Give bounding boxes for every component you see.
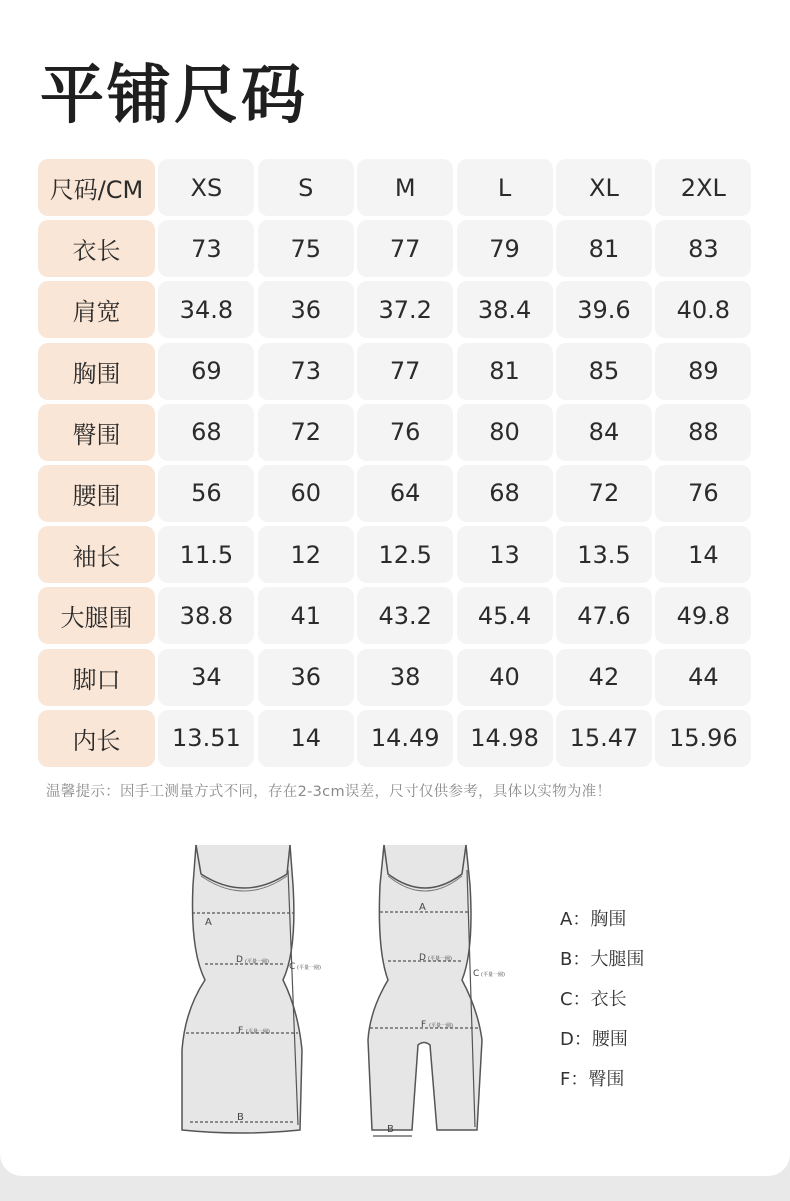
legend-text: 腰围 [591,1029,628,1050]
romper-label-b: B [387,1124,394,1135]
value-cell: 37.2 [357,281,453,338]
row-label-cell: 内长 [38,710,155,767]
value-cell: 40 [457,649,553,706]
legend-sep: ： [572,949,591,970]
value-cell: 12 [258,526,354,583]
size-header-cell: 2XL [655,159,751,216]
value-cell: 85 [556,343,652,400]
value-cell: 14.49 [357,710,453,767]
measurement-note: 温馨提示：因手工测量方式不同，存在2-3cm误差，尺寸仅供参考，具体以实物为准！ [46,784,612,800]
value-cell: 34.8 [158,281,254,338]
legend-text: 臀围 [588,1069,625,1090]
legend-item [560,985,644,1025]
size-header-cell: S [258,159,354,216]
legend-sep: ： [572,989,591,1010]
dress-label-f-note: (平量一圈) [246,1029,270,1035]
legend-item [560,1065,644,1105]
dress-label-c-note: (平量一圈) [297,965,321,971]
legend-sep: ： [573,1029,592,1050]
legend-item [560,905,644,945]
dress-illustration [182,845,321,1133]
value-cell: 77 [357,220,453,277]
legend-key: C [560,989,573,1010]
row-label-cell: 胸围 [38,343,155,400]
value-cell: 40.8 [655,281,751,338]
value-cell: 44 [655,649,751,706]
header-label-cell: 尺码/CM [38,159,155,216]
value-cell: 64 [357,465,453,522]
value-cell: 76 [357,404,453,461]
legend-text: 大腿围 [590,949,645,970]
value-cell: 73 [158,220,254,277]
value-cell: 34 [158,649,254,706]
value-cell: 15.96 [655,710,751,767]
value-cell: 69 [158,343,254,400]
value-cell: 15.47 [556,710,652,767]
romper-label-f: F [421,1020,427,1030]
romper-label-d: D [419,953,426,963]
legend-text: 衣长 [590,989,627,1010]
value-cell: 36 [258,281,354,338]
value-cell: 75 [258,220,354,277]
value-cell: 12.5 [357,526,453,583]
row-label-cell: 腰围 [38,465,155,522]
size-header-cell: M [357,159,453,216]
legend-key: D [560,1029,574,1050]
value-cell: 88 [655,404,751,461]
dress-label-a: A [205,917,212,928]
page-title: 平铺尺码 [40,59,308,133]
value-cell: 36 [258,649,354,706]
value-cell: 14 [258,710,354,767]
romper-illustration [368,845,505,1136]
legend-key: B [560,949,573,970]
value-cell: 41 [258,587,354,644]
value-cell: 72 [556,465,652,522]
legend-key: A [560,909,573,930]
row-label-cell: 脚口 [38,649,155,706]
value-cell: 38.8 [158,587,254,644]
value-cell: 49.8 [655,587,751,644]
value-cell: 38.4 [457,281,553,338]
value-cell: 60 [258,465,354,522]
romper-label-f-note: (平量一圈) [429,1023,453,1029]
legend-item [560,945,644,985]
garment-diagram [0,830,790,1160]
value-cell: 89 [655,343,751,400]
value-cell: 68 [158,404,254,461]
legend-sep: ： [570,1069,589,1090]
value-cell: 81 [556,220,652,277]
row-label-cell: 肩宽 [38,281,155,338]
romper-label-d-note: (平量一圈) [428,956,452,962]
dress-label-f: F [238,1026,244,1036]
value-cell: 47.6 [556,587,652,644]
value-cell: 45.4 [457,587,553,644]
value-cell: 14 [655,526,751,583]
value-cell: 38 [357,649,453,706]
dress-label-b: B [237,1112,244,1123]
size-table [38,159,751,767]
value-cell: 11.5 [158,526,254,583]
row-label-cell: 袖长 [38,526,155,583]
size-header-cell: XL [556,159,652,216]
row-label-cell: 衣长 [38,220,155,277]
legend-key: F [560,1069,571,1090]
value-cell: 76 [655,465,751,522]
romper-label-c-note: (平量一圈) [481,972,505,978]
value-cell: 13 [457,526,553,583]
value-cell: 42 [556,649,652,706]
dress-label-d-note: (平量一圈) [245,959,269,965]
value-cell: 83 [655,220,751,277]
dress-label-d: D [236,955,243,965]
row-label-cell: 大腿围 [38,587,155,644]
legend-sep: ： [572,909,591,930]
value-cell: 14.98 [457,710,553,767]
value-cell: 72 [258,404,354,461]
value-cell: 68 [457,465,553,522]
value-cell: 84 [556,404,652,461]
legend-item [560,1025,644,1065]
romper-label-a: A [419,902,426,913]
value-cell: 79 [457,220,553,277]
romper-label-c: C [473,969,480,979]
value-cell: 73 [258,343,354,400]
measurement-legend [560,905,644,1105]
row-label-cell: 臀围 [38,404,155,461]
value-cell: 80 [457,404,553,461]
value-cell: 39.6 [556,281,652,338]
dress-label-c: C [289,962,296,972]
value-cell: 81 [457,343,553,400]
value-cell: 56 [158,465,254,522]
value-cell: 77 [357,343,453,400]
value-cell: 13.5 [556,526,652,583]
value-cell: 43.2 [357,587,453,644]
legend-text: 胸围 [590,909,627,930]
size-header-cell: XS [158,159,254,216]
value-cell: 13.51 [158,710,254,767]
size-header-cell: L [457,159,553,216]
